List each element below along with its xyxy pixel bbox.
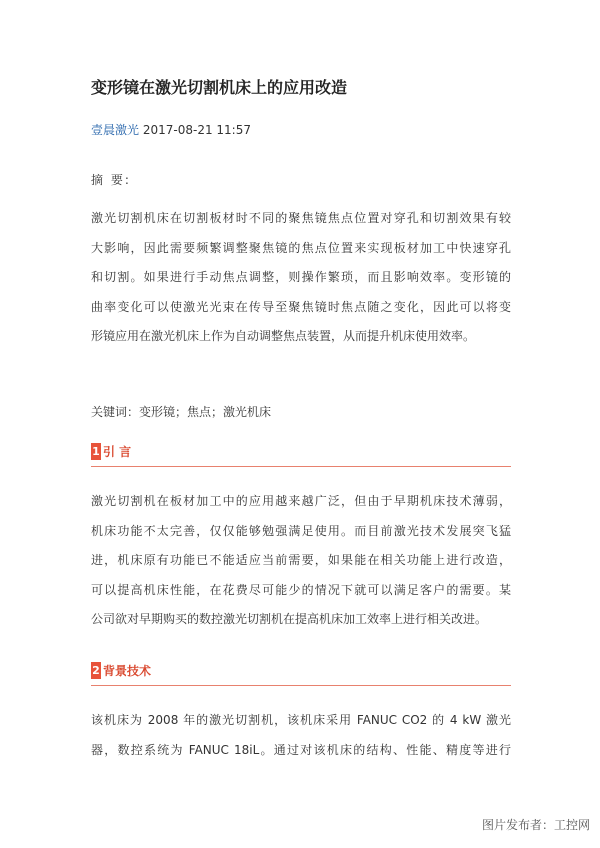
text-line: 可以提高机床性能，在花费尽可能少的情况下就可以满足客户的需要。某 [91,582,511,597]
text-line: 公司欲对早期购买的数控激光切割机在提高机床加工效率上进行相关改进。 [91,612,488,626]
text-line: 激光切割机在板材加工中的应用越来越广泛，但由于早期机床技术薄弱， [91,494,511,508]
publish-time: 2017-08-21 11:57 [142,123,251,137]
text-line: 该机床为 2008 年的激光切割机，该机床采用 FANUC CO2 的 4 kW 激光 [91,713,511,727]
section-heading-intro [91,441,511,467]
text-line: 机床功能不太完善，仅仅能够勉强满足使用。而目前激光技术发展突飞猛 [91,523,511,538]
text-line: 进，机床原有功能已不能适应当前需要，如果能在相关功能上进行改造， [91,553,511,567]
text-line: 和切割。如果进行手动焦点调整，则操作繁琐，而且影响效率。变形镜的 [91,270,511,284]
text-line: 器，数控系统为 FANUC 18iL。通过对该机床的结构、性能、精度等进行 [91,742,511,757]
author-link[interactable]: 壹晨激光 [91,123,140,137]
article-meta [91,120,251,140]
section-heading-background [91,660,511,686]
publisher-watermark: 图片发布者：工控网 [481,818,590,832]
abstract-label: 摘 要: [91,173,131,187]
section-title: 引 言 [103,445,132,459]
keywords: 关键词：变形镜；焦点；激光机床 [91,405,272,419]
intro-paragraph [91,487,511,635]
background-paragraph [91,706,511,765]
text-line: 曲率变化可以使激光光束在传导至聚焦镜时焦点随之变化，因此可以将变 [91,299,511,314]
section-title: 背景技术 [103,664,152,678]
text-line: 大影响，因此需要频繁调整聚焦镜的焦点位置来实现板材加工中快速穿孔 [91,240,511,255]
article-title: 变形镜在激光切割机床上的应用改造 [91,78,348,97]
section-number-badge: 2 [92,664,100,677]
text-line: 形镜应用在激光机床上作为自动调整焦点装置，从而提升机床使用效率。 [91,329,476,343]
section-number-badge: 1 [92,445,100,458]
text-line: 激光切割机床在切割板材时不同的聚焦镜焦点位置对穿孔和切割效果有较 [91,211,511,225]
abstract-paragraph [91,204,511,352]
